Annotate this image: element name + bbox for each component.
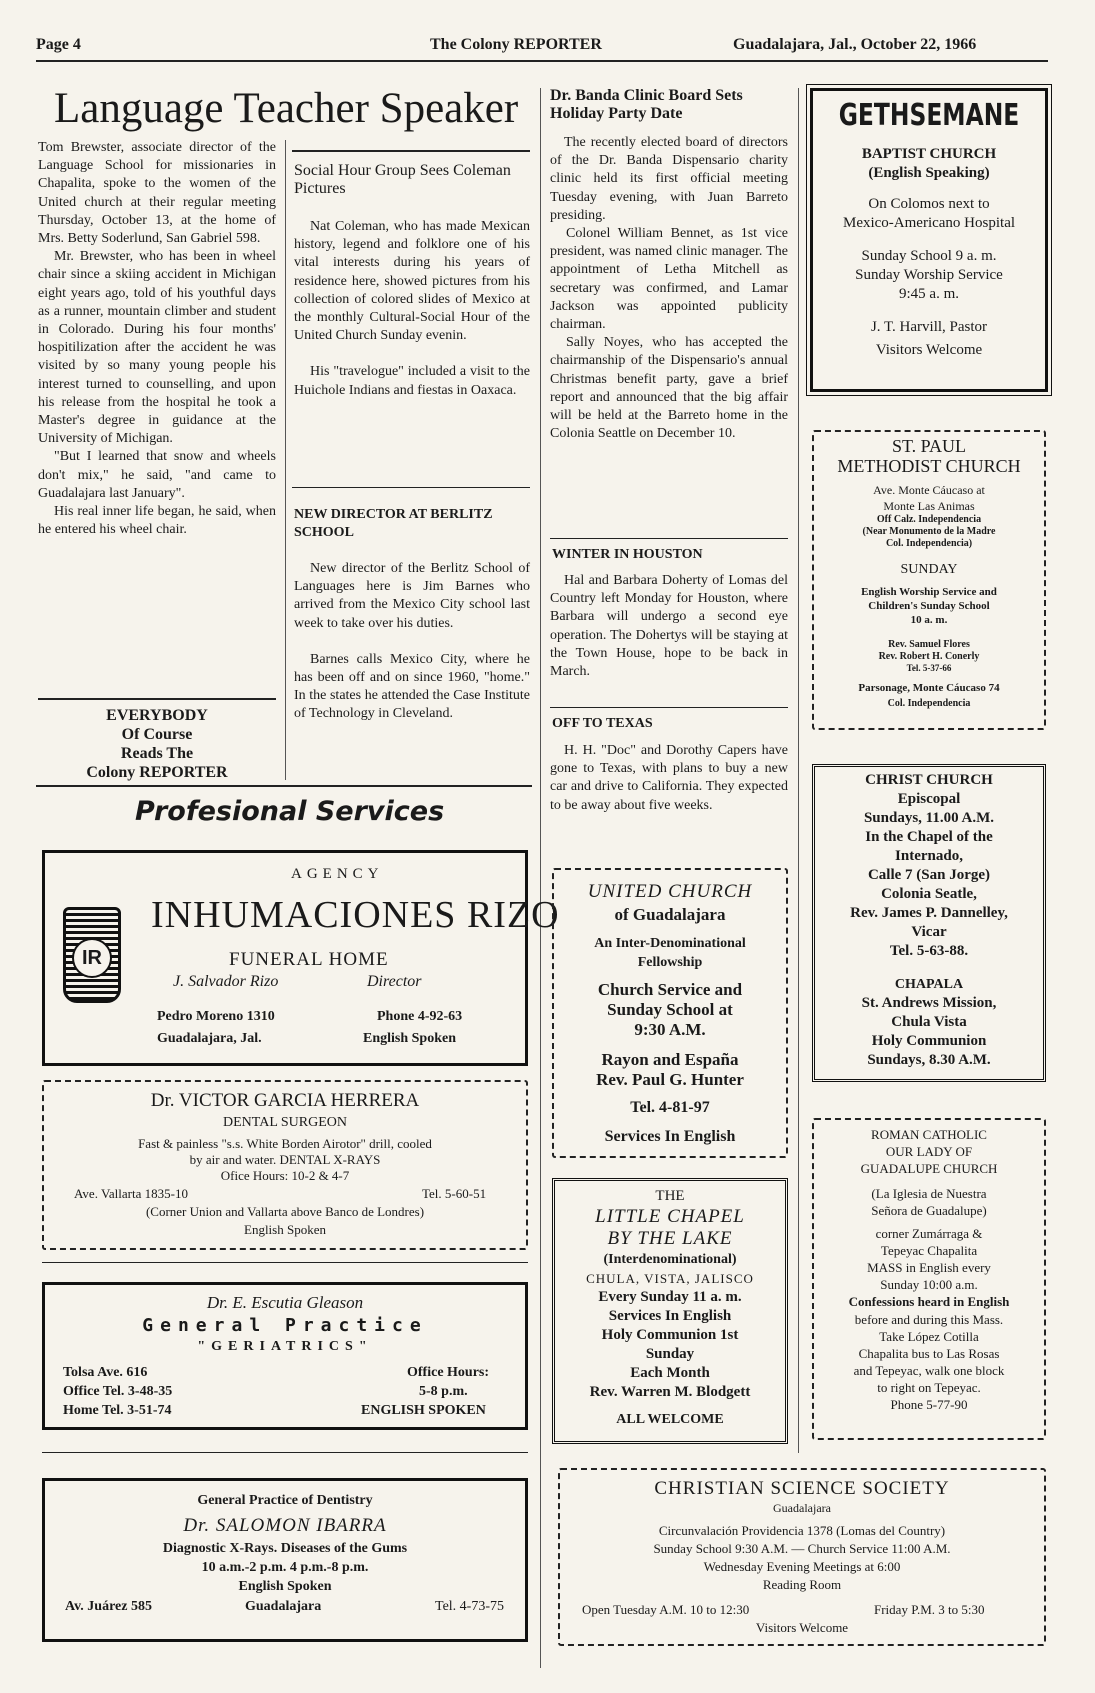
section-rule xyxy=(550,538,788,539)
dateline: Guadalajara, Jal., October 22, 1966 xyxy=(733,36,977,53)
gethsemane-church: BAPTIST CHURCH xyxy=(861,146,997,162)
christ-line: Vicar xyxy=(911,924,947,940)
catholic-line: and Tepeyac, walk one block xyxy=(853,1363,1005,1378)
chapel-denom: (Interdenominational) xyxy=(603,1252,737,1267)
catholic-line: corner Zumárraga & xyxy=(875,1226,983,1241)
social-headline: Social Hour Group Sees Coleman Pictures xyxy=(294,162,511,197)
gethsemane-pastor: J. T. Harvill, Pastor xyxy=(870,319,988,335)
catholic-line: Take López Cotilla xyxy=(879,1329,979,1344)
ibarra-address: Av. Juárez 585 xyxy=(65,1599,152,1614)
chapel-line: Holy Communion 1st xyxy=(601,1327,739,1343)
gethsemane-schedule: Sunday School 9 a. m. xyxy=(861,248,997,264)
st-paul-worship: English Worship Service and xyxy=(861,586,997,598)
chapala-line: Sundays, 8.30 A.M. xyxy=(867,1052,991,1068)
section-rule xyxy=(42,1452,528,1453)
st-paul-rev: Tel. 5-37-66 xyxy=(906,663,952,673)
section-rule xyxy=(292,150,530,152)
st-paul-name: METHODIST CHURCH xyxy=(837,456,1021,476)
article-paragraph: New director of the Berlitz School of Languages here is Jim Barnes who arrived from the Mexico City school last week to take over his duties. xyxy=(294,561,530,631)
escutia-office-tel: Office Tel. 3-48-35 xyxy=(63,1384,173,1399)
paper-name: The Colony REPORTER xyxy=(430,36,602,53)
chapala-line: St. Andrews Mission, xyxy=(861,995,997,1011)
united-line: Fellowship xyxy=(637,955,703,970)
science-open-tuesday: Open Tuesday A.M. 10 to 12:30 xyxy=(582,1602,750,1617)
christ-line: Internado, xyxy=(895,848,963,864)
rizo-logo-icon xyxy=(63,907,121,1003)
column-divider xyxy=(798,88,799,1453)
ibarra-english: English Spoken xyxy=(238,1579,332,1594)
st-paul-address: (Near Monumento de la Madre xyxy=(862,526,996,537)
united-church-ad xyxy=(552,868,788,1158)
united-service: Sunday School at xyxy=(607,1000,733,1019)
banda-article xyxy=(550,134,788,443)
section-rule xyxy=(42,1262,528,1263)
social-article xyxy=(294,218,530,400)
catholic-line: Señora de Guadalupe) xyxy=(871,1203,987,1218)
gethsemane-visitors: Visitors Welcome xyxy=(875,342,983,358)
chapel-the: THE xyxy=(655,1188,685,1204)
st-paul-address: Monte Las Animas xyxy=(883,499,975,513)
st-paul-address: Off Calz. Independencia xyxy=(876,514,982,525)
garcia-corner: (Corner Union and Vallarta above Banco de Londres) xyxy=(145,1204,425,1219)
texas-headline: OFF TO TEXAS xyxy=(552,716,653,731)
promo-line: EVERYBODY xyxy=(106,707,208,724)
ibarra-name: Dr. SALOMON IBARRA xyxy=(183,1515,387,1536)
article-paragraph: Mr. Brewster, who has been in wheel chair since a skiing accident in Michigan eight years ago, told of his youthful days as a runner, mountain climber and student in Colorado. During his four months' hospitilization after the accident he was visited by so many young people his interest turned to counselling, and upon his release from the hospital he took a Master's degree in guidance at the University of Michigan. xyxy=(38,249,276,447)
science-reading-room: Reading Room xyxy=(762,1577,842,1592)
texas-article xyxy=(550,742,788,815)
united-service: 9:30 A.M. xyxy=(634,1020,706,1039)
garcia-line: Fast & painless "s.s. White Borden Airotor" drill, cooled xyxy=(138,1136,432,1151)
united-rev: Rev. Paul G. Hunter xyxy=(596,1070,744,1089)
st-paul-worship: 10 a. m. xyxy=(910,614,948,626)
christian-science-ad xyxy=(558,1468,1046,1646)
article-paragraph: Tom Brewster, associate director of the Language School for missionaries in Chapalita, spoke to the women of the United church at their regular meeting Thursday, October 13, at the home of Mrs. Betty Soderlund, San Gabriel 598. xyxy=(38,140,276,247)
gethsemane-lang: (English Speaking) xyxy=(868,165,990,181)
rizo-address: Pedro Moreno 1310 xyxy=(157,1009,275,1024)
banda-headline: Dr. Banda Clinic Board Sets Holiday Party Date xyxy=(550,87,743,122)
st-paul-worship: Children's Sunday School xyxy=(868,600,990,612)
gethsemane-ad xyxy=(810,88,1048,392)
lead-headline: Language Teacher Speaker xyxy=(54,85,519,132)
agency-label: AGENCY xyxy=(291,866,384,882)
st-paul-address: Col. Independencia) xyxy=(885,538,973,549)
little-chapel-ad xyxy=(552,1178,788,1444)
rizo-name: INHUMACIONES RIZO xyxy=(151,894,560,936)
united-line: An Inter-Denominational xyxy=(594,936,746,951)
catholic-line: Phone 5-77-90 xyxy=(890,1397,968,1412)
escutia-english: ENGLISH SPOKEN xyxy=(361,1403,486,1418)
st-paul-parsonage: Parsonage, Monte Cáucaso 74 xyxy=(858,682,1000,694)
science-address: Circunvalación Providencia 1378 (Lomas del Country) xyxy=(658,1523,946,1538)
catholic-line: Chapalita bus to Las Rosas xyxy=(858,1346,1000,1361)
united-english: Services In English xyxy=(604,1128,736,1145)
section-rule xyxy=(292,487,530,488)
catholic-line: Confessions heard in English xyxy=(848,1294,1010,1309)
ibarra-diag: Diagnostic X-Rays. Diseases of the Gums xyxy=(162,1541,408,1556)
section-rule xyxy=(38,698,276,700)
escutia-hours: 5-8 p.m. xyxy=(419,1384,468,1399)
promo-line: Colony REPORTER xyxy=(86,764,228,781)
page-number: Page 4 xyxy=(36,36,81,53)
houston-headline: WINTER IN HOUSTON xyxy=(552,547,703,562)
garcia-name: Dr. VICTOR GARCIA HERRERA xyxy=(150,1090,420,1111)
rizo-subtitle: FUNERAL HOME xyxy=(229,949,389,970)
st-paul-name: ST. PAUL xyxy=(891,436,967,456)
garcia-line: by air and water. DENTAL X-RAYS xyxy=(189,1152,381,1167)
science-name: CHRISTIAN SCIENCE SOCIETY xyxy=(654,1478,950,1499)
section-rule xyxy=(550,707,788,708)
united-tel: Tel. 4-81-97 xyxy=(630,1099,710,1116)
catholic-line: OUR LADY OF xyxy=(885,1144,973,1159)
st-paul-rev: Rev. Robert H. Conerly xyxy=(878,651,980,662)
escutia-ad xyxy=(42,1282,528,1430)
ibarra-hours: 10 a.m.-2 p.m. 4 p.m.-8 p.m. xyxy=(201,1560,369,1575)
chapala-heading: CHAPALA xyxy=(894,977,964,992)
garcia-tel: Tel. 5-60-51 xyxy=(422,1186,487,1201)
chapel-line: Sunday xyxy=(645,1346,695,1362)
garcia-hours: Ofice Hours: 10-2 & 4-7 xyxy=(220,1168,350,1183)
christ-line: Calle 7 (San Jorge) xyxy=(867,867,991,883)
christ-line: Colonia Seatle, xyxy=(881,886,977,902)
christ-church-ad xyxy=(812,764,1046,1082)
chapel-rev: Rev. Warren M. Blodgett xyxy=(589,1384,751,1400)
berlitz-headline: NEW DIRECTOR AT BERLITZ SCHOOL xyxy=(294,507,493,540)
garcia-title: DENTAL SURGEON xyxy=(223,1115,347,1130)
christ-line: Tel. 5-63-88. xyxy=(889,943,969,959)
chapel-line: Each Month xyxy=(630,1365,710,1381)
ibarra-title: General Practice of Dentistry xyxy=(197,1493,373,1508)
catholic-line: Sunday 10:00 a.m. xyxy=(880,1277,978,1292)
chapel-name: LITTLE CHAPEL xyxy=(595,1206,745,1227)
christ-line: Episcopal xyxy=(897,791,961,807)
rizo-person: J. Salvador Rizo xyxy=(173,973,279,990)
catholic-line: Tepeyac Chapalita xyxy=(880,1243,978,1258)
st-paul-rev: Rev. Samuel Flores xyxy=(888,639,970,650)
chapala-line: Chula Vista xyxy=(891,1014,967,1030)
article-paragraph: His "travelogue" included a visit to the Huichole Indians and fiestas in Oaxaca. xyxy=(294,364,530,398)
gethsemane-schedule: 9:45 a. m. xyxy=(899,286,959,302)
chapel-welcome: ALL WELCOME xyxy=(616,1412,724,1427)
berlitz-article xyxy=(294,560,530,724)
catholic-church-ad xyxy=(812,1118,1046,1440)
gethsemane-name: GETHSEMANE xyxy=(838,98,1020,133)
garcia-address: Ave. Vallarta 1835-10 xyxy=(74,1186,188,1201)
science-open-friday: Friday P.M. 3 to 5:30 xyxy=(874,1602,985,1617)
catholic-line: to right on Tepeyac. xyxy=(877,1380,981,1395)
st-paul-sunday: SUNDAY xyxy=(900,562,958,577)
science-visitors: Visitors Welcome xyxy=(755,1620,849,1635)
rizo-city: Guadalajara, Jal. xyxy=(157,1031,262,1046)
united-of: of Guadalajara xyxy=(614,905,726,924)
united-name: UNITED CHURCH xyxy=(587,881,753,902)
gethsemane-schedule: Sunday Worship Service xyxy=(855,267,1003,283)
catholic-line: (La Iglesia de Nuestra xyxy=(871,1186,987,1201)
logo-monogram: IR xyxy=(72,938,112,978)
science-wednesday: Wednesday Evening Meetings at 6:00 xyxy=(703,1559,901,1574)
catholic-line: MASS in English every xyxy=(867,1260,991,1275)
escutia-address: Tolsa Ave. 616 xyxy=(63,1365,148,1380)
lead-article xyxy=(38,139,276,539)
chapel-name: BY THE LAKE xyxy=(607,1228,733,1249)
column-divider xyxy=(285,140,286,780)
rizo-ad xyxy=(42,850,560,1066)
science-city: Guadalajara xyxy=(773,1501,831,1515)
services-heading: Profesional Services xyxy=(135,796,445,827)
escutia-practice: General Practice xyxy=(142,1315,428,1336)
gethsemane-location: Mexico-Americano Hospital xyxy=(842,215,1016,231)
christ-line: Rev. James P. Dannelley, xyxy=(850,905,1008,921)
chapel-line: Services In English xyxy=(608,1308,732,1324)
st-paul-ad xyxy=(812,430,1046,730)
st-paul-parsonage: Col. Independencia xyxy=(887,698,971,709)
ibarra-city: Guadalajara xyxy=(245,1599,322,1614)
garcia-ad xyxy=(42,1080,528,1250)
ibarra-tel: Tel. 4-73-75 xyxy=(435,1599,505,1614)
escutia-specialty: "GERIATRICS" xyxy=(197,1339,373,1354)
rizo-english: English Spoken xyxy=(363,1031,456,1046)
ibarra-ad xyxy=(42,1478,528,1642)
united-service: Church Service and xyxy=(597,980,743,999)
chapel-place: CHULA, VISTA, JALISCO xyxy=(586,1271,754,1286)
article-paragraph: Colonel William Bennet, as 1st vice president, was named clinic manager. The appointment of Letha Mitchell as secretary was confirmed, and Lamar Jackson was appointed publicity chairman. xyxy=(550,226,788,333)
escutia-hours-label: Office Hours: xyxy=(407,1365,490,1380)
escutia-name: Dr. E. Escutia Gleason xyxy=(206,1293,364,1312)
christ-line: In the Chapel of the xyxy=(865,829,993,845)
article-paragraph: Nat Coleman, who has made Mexican history, legend and folklore one of his vital interests during his years of residence here, showed pictures from his collection of colored slides of Mexico at the monthly Cultural-Social Hour of the United Church Sunday evenin. xyxy=(294,219,530,344)
escutia-home-tel: Home Tel. 3-51-74 xyxy=(63,1403,172,1418)
rizo-phone: Phone 4-92-63 xyxy=(377,1009,463,1024)
st-paul-address: Ave. Monte Cáucaso at xyxy=(873,483,985,497)
article-paragraph: Sally Noyes, who has accepted the chairmanship of the Dispensario's annual Christmas benefit party, gave a brief report and announced that the big affair will be held at the Barreto home in the Colonia Seattle on December 10. xyxy=(550,335,788,442)
column-divider xyxy=(540,88,541,1668)
christ-name: CHRIST CHURCH xyxy=(865,772,993,788)
christ-line: Sundays, 11.00 A.M. xyxy=(863,810,995,826)
catholic-line: GUADALUPE CHURCH xyxy=(860,1161,998,1176)
science-services: Sunday School 9:30 A.M. — Church Service 11:00 A.M. xyxy=(653,1541,951,1556)
promo-line: Of Course xyxy=(121,726,193,743)
chapel-line: Every Sunday 11 a. m. xyxy=(598,1289,742,1305)
article-paragraph: The recently elected board of directors of the Dr. Banda Dispensario charity clinic held its first official meeting Tuesday evening, with Juan Barreto presiding. xyxy=(550,135,788,223)
catholic-line: ROMAN CATHOLIC xyxy=(871,1127,987,1142)
article-paragraph: Hal and Barbara Doherty of Lomas del Country left Monday for Houston, where Barbara will undergo a second eye operation. The Dohertys will be staying at the Town House, hope to be back in March. xyxy=(550,573,788,680)
article-paragraph: Barnes calls Mexico City, where he has been off and on since 1960, "home." In the states he attended the Case Institute of Technology in Cleveland. xyxy=(294,651,530,722)
catholic-line: before and during this Mass. xyxy=(854,1312,1004,1327)
gethsemane-location: On Colomos next to xyxy=(868,196,990,212)
promo-line: Reads The xyxy=(120,745,194,762)
promo-box xyxy=(38,706,276,782)
chapala-line: Holy Communion xyxy=(871,1033,987,1049)
article-paragraph: His real inner life began, he said, when he entered his wheel chair. xyxy=(38,504,276,538)
masthead-rule xyxy=(36,60,1048,62)
houston-article xyxy=(550,572,788,681)
article-paragraph: "But I learned that snow and wheels don't mix," he said, "and came to Guadalajara last January". xyxy=(38,449,276,501)
united-address: Rayon and España xyxy=(601,1050,739,1069)
garcia-english: English Spoken xyxy=(244,1222,326,1237)
article-paragraph: H. H. "Doc" and Dorothy Capers have gone to Texas, with plans to buy a new car and drive to California. They expected to be away about five weeks. xyxy=(550,743,788,813)
section-rule xyxy=(36,785,532,787)
rizo-role: Director xyxy=(367,973,422,990)
